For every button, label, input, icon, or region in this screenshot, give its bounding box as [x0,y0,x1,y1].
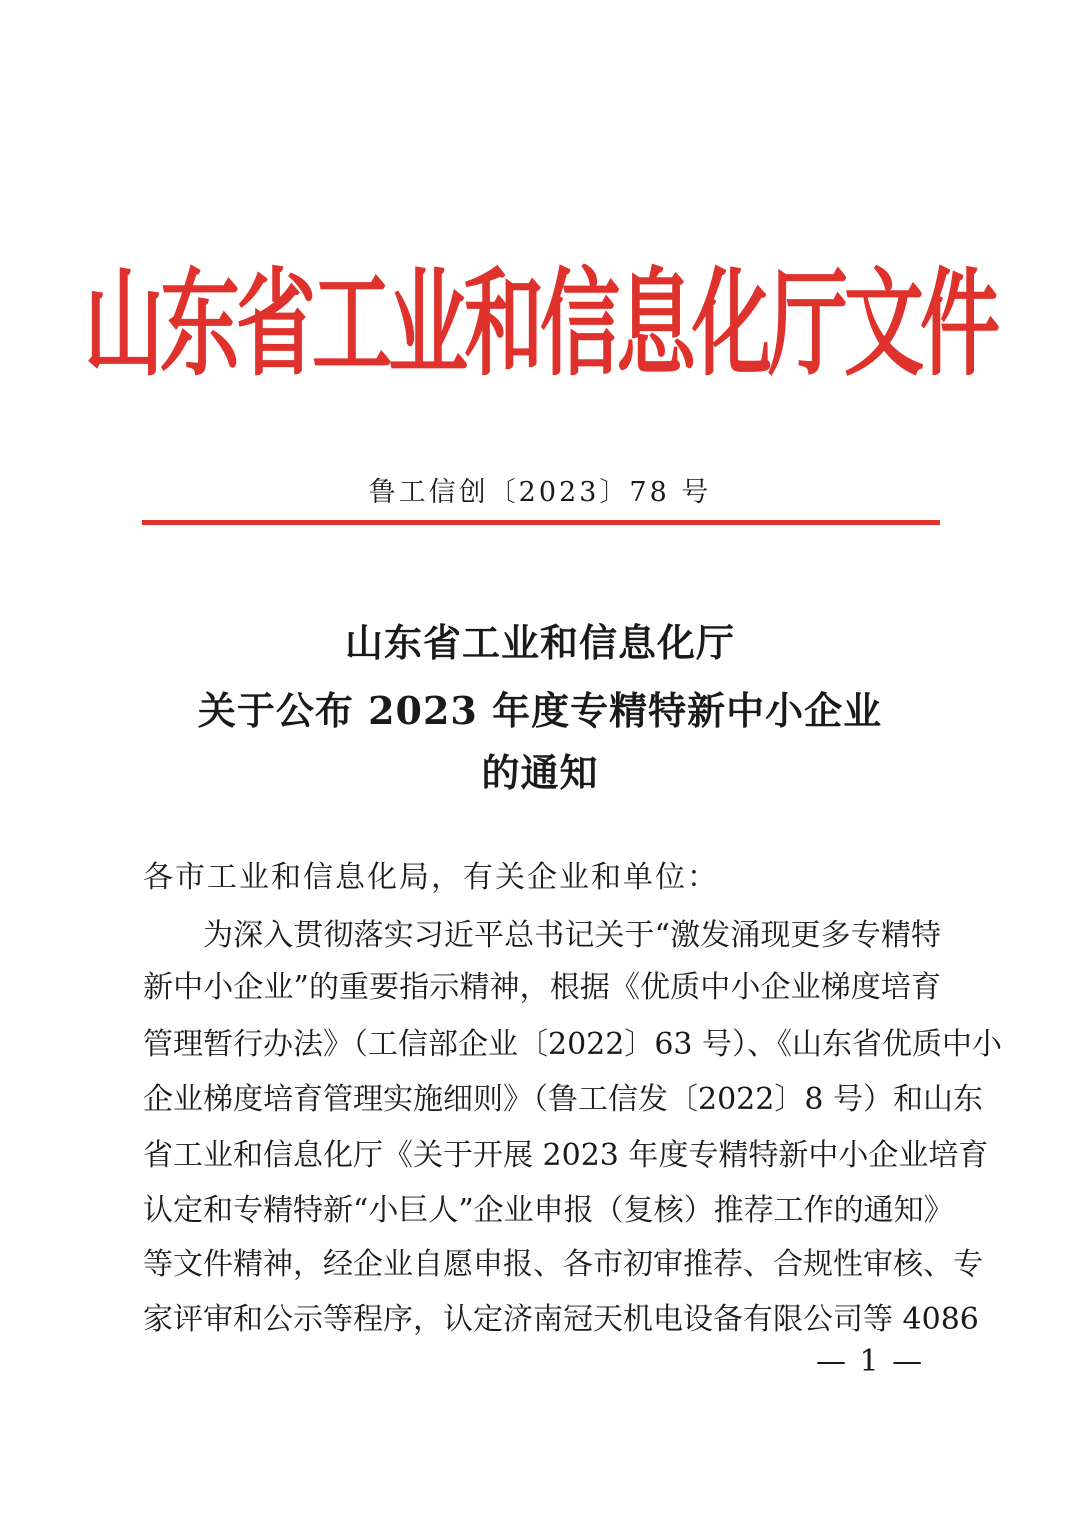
body-text-line: 企业梯度培育管理实施细则》（鲁工信发〔2022〕8 号）和山东 [143,1082,983,1117]
body-text-line: 为深入贯彻落实习近平总书记关于“激发涌现更多专精特 [203,918,941,953]
red-divider-line [142,520,940,525]
notice-title-line-2: 关于公布 2023 年度专精特新中小企业 [197,688,883,733]
document-number: 鲁工信创〔2023〕78 号 [368,477,712,508]
body-text-line: 新中小企业”的重要指示精神，根据《优质中小企业梯度培育 [143,970,941,1005]
salutation: 各市工业和信息化局，有关企业和单位： [143,860,719,895]
notice-title-line-3: 的通知 [481,750,599,795]
page-number: — 1 — [816,1344,925,1379]
masthead-title: 山东省工业和信息化厅文件 [84,255,996,391]
body-text-line: 省工业和信息化厅《关于开展 2023 年度专精特新中小企业培育 [143,1138,989,1173]
notice-title-line-1: 山东省工业和信息化厅 [344,620,735,665]
body-text-line: 认定和专精特新“小巨人”企业申报（复核）推荐工作的通知》 [143,1193,954,1228]
body-text-line: 等文件精神，经企业自愿申报、各市初审推荐、合规性审核、专 [143,1247,983,1282]
body-text-line: 家评审和公示等程序，认定济南冠天机电设备有限公司等 4086 [143,1302,979,1337]
body-text-line: 管理暂行办法》（工信部企业〔2022〕63 号）、《山东省优质中小 [143,1027,1003,1062]
